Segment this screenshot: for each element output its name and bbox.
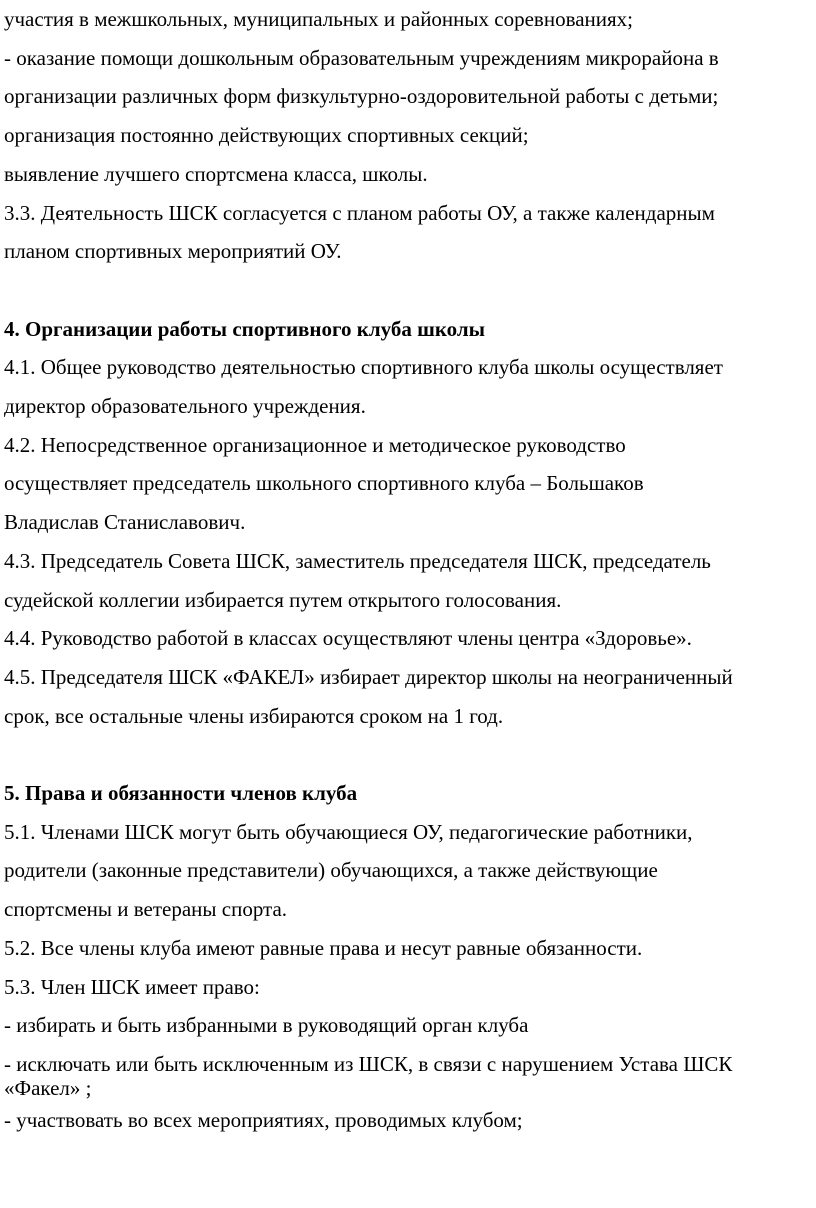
- paragraph-line: 4.4. Руководство работой в классах осуществляют члены центра «Здоровье».: [4, 626, 692, 651]
- paragraph-line: организация постоянно действующих спортивных секций;: [4, 123, 529, 148]
- blank-line: [4, 735, 804, 774]
- section-heading: 4. Организации работы спортивного клуба школы: [4, 316, 486, 341]
- paragraph-line: участия в межшкольных, муниципальных и районных соревнованиях;: [4, 7, 633, 31]
- paragraph-line: родители (законные представители) обучающихся, а также действующие: [4, 858, 658, 883]
- paragraph-line: выявление лучшего спортсмена класса, школы.: [4, 161, 428, 186]
- list-item: - участвовать во всех мероприятиях, проводимых клубом;: [4, 1107, 523, 1132]
- paragraph-line: судейской коллегии избирается путем открытого голосования.: [4, 587, 562, 612]
- paragraph-line: Владислав Станиславович.: [4, 510, 246, 535]
- paragraph-line: 5.1. Членами ШСК могут быть обучающиеся ОУ, педагогические работники,: [4, 819, 693, 844]
- paragraph-line: планом спортивных мероприятий ОУ.: [4, 239, 342, 264]
- paragraph-line: осуществляет председатель школьного спортивного клуба – Большаков: [4, 471, 644, 496]
- paragraph-line: организации различных форм физкультурно-оздоровительной работы с детьми;: [4, 84, 719, 109]
- paragraph-line: 4.2. Непосредственное организационное и методическое руководство: [4, 432, 626, 457]
- list-item: - избирать и быть избранными в руководящий орган клуба: [4, 1013, 529, 1038]
- blank-line: [4, 271, 804, 310]
- paragraph-line: 4.3. Председатель Совета ШСК, заместитель председателя ШСК, председатель: [4, 548, 711, 573]
- paragraph-line: 5.3. Член ШСК имеет право:: [4, 974, 260, 999]
- paragraph-line: срок, все остальные члены избираются сроком на 1 год.: [4, 703, 504, 728]
- paragraph-line: 4.1. Общее руководство деятельностью спортивного клуба школы осуществляет: [4, 355, 723, 380]
- paragraph-line: 4.5. Председателя ШСК «ФАКЕЛ» избирает директор школы на неограниченный: [4, 664, 733, 689]
- paragraph-line: 3.3. Деятельность ШСК согласуется с планом работы ОУ, а также календарным: [4, 200, 715, 225]
- paragraph-line: 5.2. Все члены клуба имеют равные права и несут равные обязанности.: [4, 935, 643, 960]
- paragraph-line: директор образовательного учреждения.: [4, 394, 366, 419]
- paragraph-line: спортсмены и ветераны спорта.: [4, 897, 288, 922]
- list-item-continuation: «Факел» ;: [4, 1075, 92, 1100]
- section-heading: 5. Права и обязанности членов клуба: [4, 781, 358, 806]
- list-item: - исключать или быть исключенным из ШСК, в связи с нарушением Устава ШСК: [4, 1051, 733, 1076]
- paragraph-line: - оказание помощи дошкольным образовательным учреждениям микрорайона в: [4, 45, 719, 70]
